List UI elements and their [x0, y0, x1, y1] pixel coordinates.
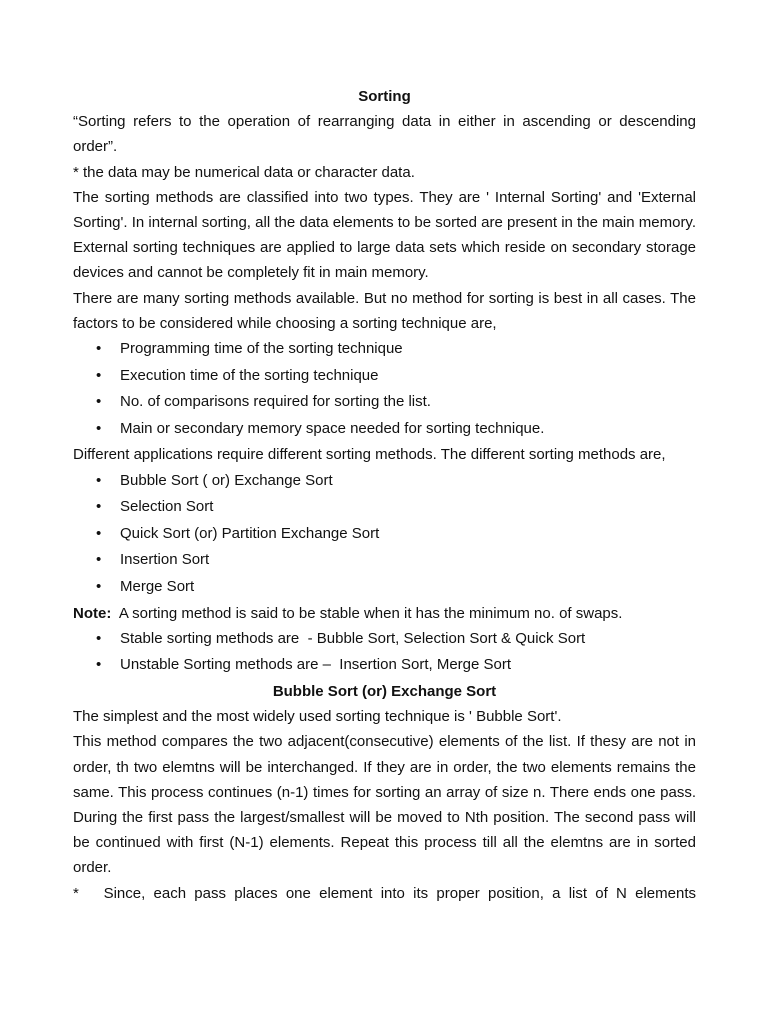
sorting-types-paragraph: The sorting methods are classified into two types. They are ' Internal Sorting' and 'External Sorting'. In internal sorting, all the data elements to be sorted are present in the main memory. External sorting techniques are applied to large data sets which reside on secondary storage devices and cannot be completely fit in main memory. — [73, 188, 696, 282]
list-item: • No. of comparisons required for sorting the list. — [73, 389, 696, 416]
bubble-star-paragraph: * Since, each pass places one element into its proper position, a list of N elements — [73, 884, 696, 902]
list-item: • Quick Sort (or) Partition Exchange Sort — [73, 521, 696, 548]
list-item: • Stable sorting methods are - Bubble Sort, Selection Sort & Quick Sort — [73, 626, 696, 653]
bubble-description-paragraph: This method compares the two adjacent(consecutive) elements of the list. If thesy are not in order, th two elemtns will be interchanged. If they are in order, the two elements remains the same. This process continues (n-1) times for sorting an array of size n. There ends one pass. During the first pass the largest/smallest will be moved to Nth position. The second pass will be continued with first (N-1) elements. Repeat this process till all the elemtns are in sorted order. — [73, 733, 696, 877]
list-item: • Selection Sort — [73, 494, 696, 521]
note-label: Note: — [73, 604, 112, 622]
factors-intro-paragraph: There are many sorting methods available. But no method for sorting is best in all cases. The factors to be considered while choosing a sorting technique are, — [73, 289, 696, 332]
methods-intro-paragraph: Different applications require different sorting methods. The different sorting methods are, — [73, 446, 666, 464]
bubble-intro-paragraph: The simplest and the most widely used sorting technique is ' Bubble Sort'. — [73, 708, 562, 726]
list-item: • Merge Sort — [73, 574, 696, 601]
stability-list — [73, 626, 696, 679]
list-item: • Unstable Sorting methods are – Insertion Sort, Merge Sort — [73, 652, 696, 679]
factors-list — [73, 336, 696, 442]
note-text: A sorting method is said to be stable when it has the minimum no. of swaps. — [111, 604, 623, 622]
list-item: • Execution time of the sorting technique — [73, 363, 696, 390]
list-item: • Programming time of the sorting technique — [73, 336, 696, 363]
definition-paragraph: “Sorting refers to the operation of rearranging data in either in ascending or descending order”. — [73, 113, 696, 156]
data-note-paragraph: * the data may be numerical data or character data. — [73, 163, 415, 181]
list-item: • Bubble Sort ( or) Exchange Sort — [73, 468, 696, 495]
page-title: Sorting — [358, 88, 411, 105]
section-heading-bubble-sort: Bubble Sort (or) Exchange Sort — [272, 682, 497, 700]
list-item: • Insertion Sort — [73, 547, 696, 574]
methods-list — [73, 468, 696, 601]
note-paragraph — [73, 601, 696, 626]
list-item: • Main or secondary memory space needed for sorting technique. — [73, 416, 696, 443]
